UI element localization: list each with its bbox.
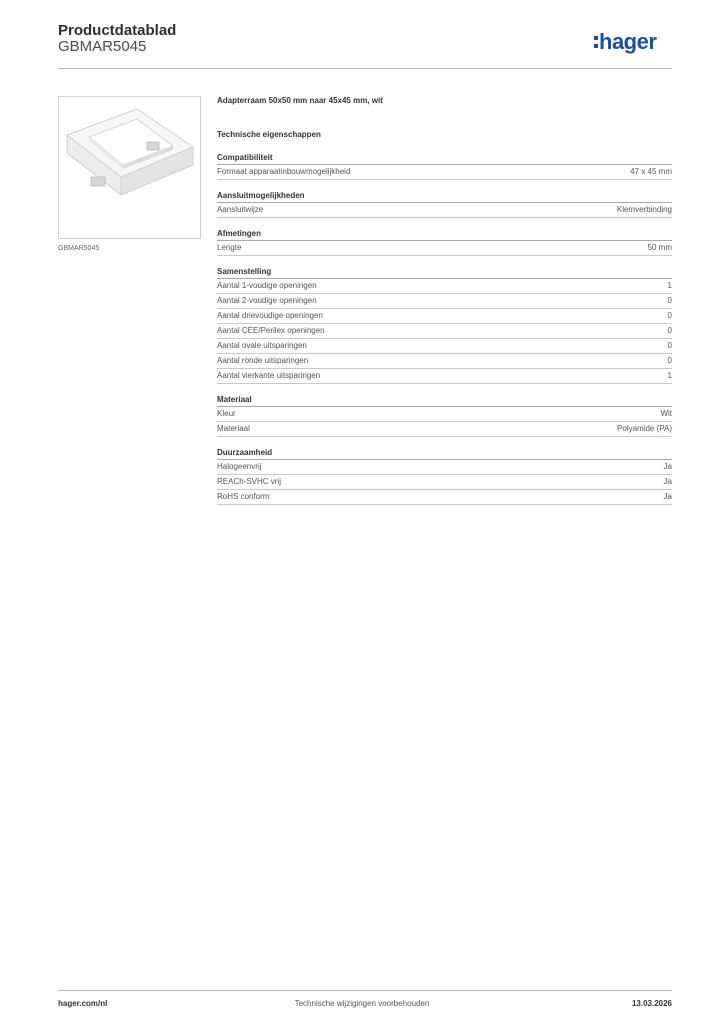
product-description: Adapterraam 50x50 mm naar 45x45 mm, wit bbox=[217, 96, 383, 105]
spec-row bbox=[217, 422, 672, 437]
spec-label: Aantal ovale uitsparingen bbox=[217, 341, 307, 350]
spec-value: Ja bbox=[663, 477, 672, 486]
spec-value: 1 bbox=[667, 371, 672, 380]
spec-label: Aantal 2-voudige openingen bbox=[217, 296, 317, 305]
spec-label: Lengte bbox=[217, 243, 242, 252]
spec-row bbox=[217, 407, 672, 422]
spec-label: Aantal drievoudige openingen bbox=[217, 311, 323, 320]
spec-row bbox=[217, 460, 672, 475]
spec-group-sustainability bbox=[217, 446, 672, 505]
page-title: Productdatablad bbox=[58, 22, 177, 39]
footer-disclaimer: Technische wijzigingen voorbehouden bbox=[294, 999, 430, 1008]
spec-label: RoHS conform bbox=[217, 492, 270, 501]
spec-label: Aansluitwijze bbox=[217, 205, 264, 214]
spec-label: REACh-SVHC vrij bbox=[217, 477, 282, 486]
spec-label: Aantal vierkante uitsparingen bbox=[217, 371, 321, 380]
adapter-frame-picture bbox=[59, 97, 200, 238]
spec-row bbox=[217, 294, 672, 309]
spec-row bbox=[217, 309, 672, 324]
spec-row bbox=[217, 203, 672, 218]
product-code: GBMAR5045 bbox=[58, 38, 147, 55]
spec-row bbox=[217, 279, 672, 294]
spec-label: Aantal ronde uitsparingen bbox=[217, 356, 309, 365]
spec-label: Aantal 1-voudige openingen bbox=[217, 281, 317, 290]
spec-row bbox=[217, 324, 672, 339]
footer-date: 13.03.2026 bbox=[631, 999, 672, 1008]
spec-value: Ja bbox=[663, 492, 672, 501]
spec-row bbox=[217, 354, 672, 369]
tech-properties-title: Technische eigenschappen bbox=[217, 130, 321, 139]
spec-group-composition bbox=[217, 265, 672, 384]
spec-label: Kleur bbox=[217, 409, 236, 418]
spec-value: 50 mm bbox=[647, 243, 672, 252]
spec-value: 47 x 45 mm bbox=[630, 167, 672, 176]
group-title: Compatibiliteit bbox=[217, 151, 672, 165]
group-title: Aansluitmogelijkheden bbox=[217, 189, 672, 203]
spec-row bbox=[217, 339, 672, 354]
footer-divider bbox=[58, 990, 672, 991]
spec-label: Formaat apparaatinbouwmogelijkheid bbox=[217, 167, 351, 176]
image-caption: GBMAR5045 bbox=[58, 245, 100, 252]
product-image bbox=[58, 96, 201, 239]
spec-group-connection bbox=[217, 189, 672, 218]
spec-row bbox=[217, 475, 672, 490]
group-title: Samenstelling bbox=[217, 265, 672, 279]
spec-value: 0 bbox=[667, 296, 672, 305]
spec-value: 0 bbox=[667, 326, 672, 335]
group-title: Afmetingen bbox=[217, 227, 672, 241]
spec-value: 1 bbox=[667, 281, 672, 290]
spec-label: Aantal CEE/Perilex openingen bbox=[217, 326, 325, 335]
spec-section bbox=[217, 94, 672, 505]
hager-logo bbox=[594, 27, 674, 57]
spec-group-material bbox=[217, 393, 672, 437]
spec-row bbox=[217, 490, 672, 505]
spec-value: 0 bbox=[667, 356, 672, 365]
spec-row bbox=[217, 369, 672, 384]
footer-website-link[interactable]: hager.com/nl bbox=[58, 999, 108, 1008]
spec-label: Materiaal bbox=[217, 424, 250, 433]
spec-value: Ja bbox=[663, 462, 672, 471]
spec-row bbox=[217, 241, 672, 256]
spec-value: Polyamide (PA) bbox=[617, 424, 672, 433]
spec-value: Klemverbinding bbox=[616, 205, 672, 214]
spec-group-dimensions bbox=[217, 227, 672, 256]
spec-row bbox=[217, 165, 672, 180]
header-divider bbox=[58, 68, 672, 69]
group-title: Duurzaamheid bbox=[217, 446, 672, 460]
logo-text: hager bbox=[599, 29, 657, 54]
spec-value: 0 bbox=[667, 341, 672, 350]
spec-group-compatibility bbox=[217, 151, 672, 180]
spec-value: 0 bbox=[667, 311, 672, 320]
spec-label: Halogeenvrij bbox=[217, 462, 262, 471]
spec-value: Wit bbox=[660, 409, 672, 418]
group-title: Materiaal bbox=[217, 393, 672, 407]
